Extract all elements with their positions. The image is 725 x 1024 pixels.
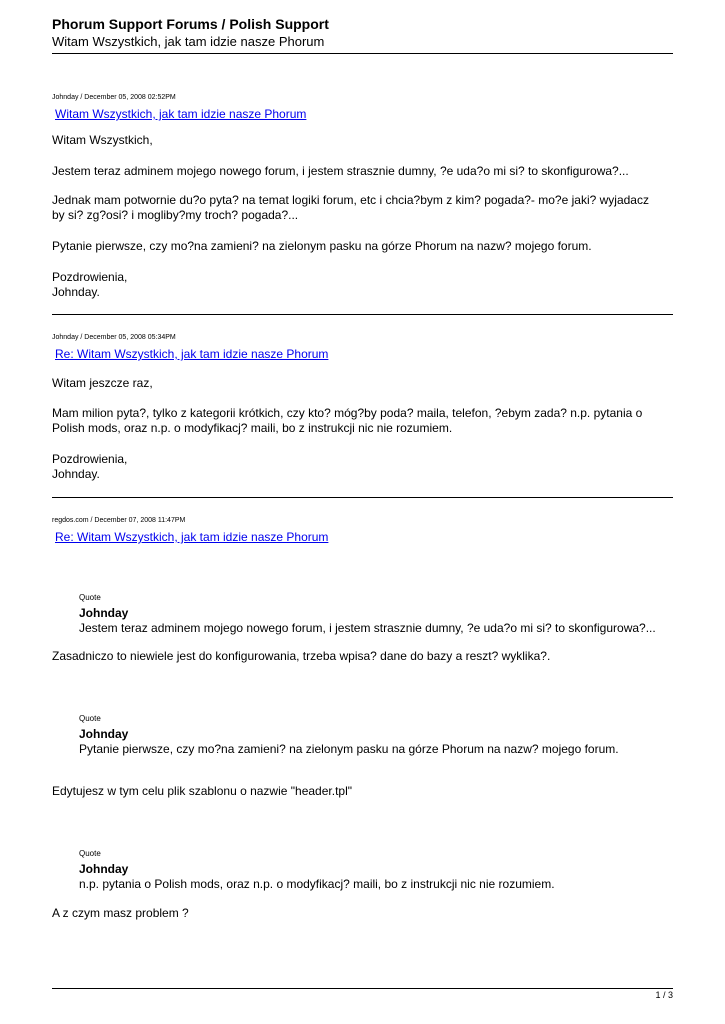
reply-text: A z czym masz problem ? <box>52 906 189 920</box>
post-paragraph: Pytanie pierwsze, czy mo?na zamieni? na zielonym pasku na górze Phorum na nazw? mojego forum. <box>52 239 592 253</box>
header-divider <box>52 53 673 54</box>
post-subject-link[interactable]: Witam Wszystkich, jak tam idzie nasze Phorum <box>55 107 307 121</box>
reply-text: Edytujesz w tym celu plik szablonu o nazwie "header.tpl" <box>52 784 353 798</box>
forum-title: Phorum Support Forums / Polish Support <box>52 16 329 32</box>
page-number: 1 / 3 <box>655 990 673 1000</box>
post-meta: Johnday / December 05, 2008 02:52PM <box>52 94 176 101</box>
quote-label: Quote <box>79 593 101 602</box>
post-paragraph: Jednak mam potwornie du?o pyta? na temat logiki forum, etc i chcia?bym z kim? pogada?- mo?e jaki? wyjadacz by si? zg?osi? i mogliby?my troch? pogada?... <box>52 193 649 222</box>
post-1 <box>52 93 673 121</box>
thread-title: Witam Wszystkich, jak tam idzie nasze Phorum <box>52 34 325 49</box>
post-subject-link[interactable]: Re: Witam Wszystkich, jak tam idzie nasze Phorum <box>55 347 329 361</box>
quote-label: Quote <box>79 849 101 858</box>
post-paragraph: Jestem teraz adminem mojego nowego forum, i jestem strasznie dumny, ?e uda?o mi si? to skonfigurowa?... <box>52 164 629 178</box>
quote-block <box>79 849 673 892</box>
quote-label: Quote <box>79 714 101 723</box>
quote-text: Jestem teraz adminem mojego nowego forum, i jestem strasznie dumny, ?e uda?o mi si? to skonfigurowa?... <box>79 621 656 635</box>
post-subject-link[interactable]: Re: Witam Wszystkich, jak tam idzie nasze Phorum <box>55 530 329 544</box>
post-paragraph: Mam milion pyta?, tylko z kategorii krótkich, czy kto? móg?by poda? maila, telefon, ?ebym zada? n.p. pytania o Polish mods, oraz n.p. o modyfikacj? maili, bo z instrukcji nic nie rozumiem. <box>52 406 643 435</box>
document-page <box>52 0 673 1024</box>
post-paragraph: Pozdrowienia, Johnday. <box>52 452 128 481</box>
post-2 <box>52 333 673 361</box>
quote-block <box>79 714 673 757</box>
post-meta: regdos.com / December 07, 2008 11:47PM <box>52 517 186 524</box>
post-3 <box>52 516 673 544</box>
quote-author: Johnday <box>79 727 129 741</box>
post-divider <box>52 497 673 498</box>
quote-text: n.p. pytania o Polish mods, oraz n.p. o modyfikacj? maili, bo z instrukcji nic nie rozumiem. <box>79 877 555 891</box>
quote-author: Johnday <box>79 606 129 620</box>
quote-text: Pytanie pierwsze, czy mo?na zamieni? na zielonym pasku na górze Phorum na nazw? mojego forum. <box>79 742 619 756</box>
footer-divider <box>52 988 673 989</box>
post-meta: Johnday / December 05, 2008 05:34PM <box>52 334 176 341</box>
post-paragraph: Witam Wszystkich, <box>52 133 153 147</box>
post-paragraph: Pozdrowienia, Johnday. <box>52 270 128 299</box>
quote-author: Johnday <box>79 862 129 876</box>
reply-text: Zasadniczo to niewiele jest do konfigurowania, trzeba wpisa? dane do bazy a reszt? wyklika?. <box>52 649 551 663</box>
post-paragraph: Witam jeszcze raz, <box>52 376 153 390</box>
post-divider <box>52 314 673 315</box>
quote-block <box>79 593 673 636</box>
